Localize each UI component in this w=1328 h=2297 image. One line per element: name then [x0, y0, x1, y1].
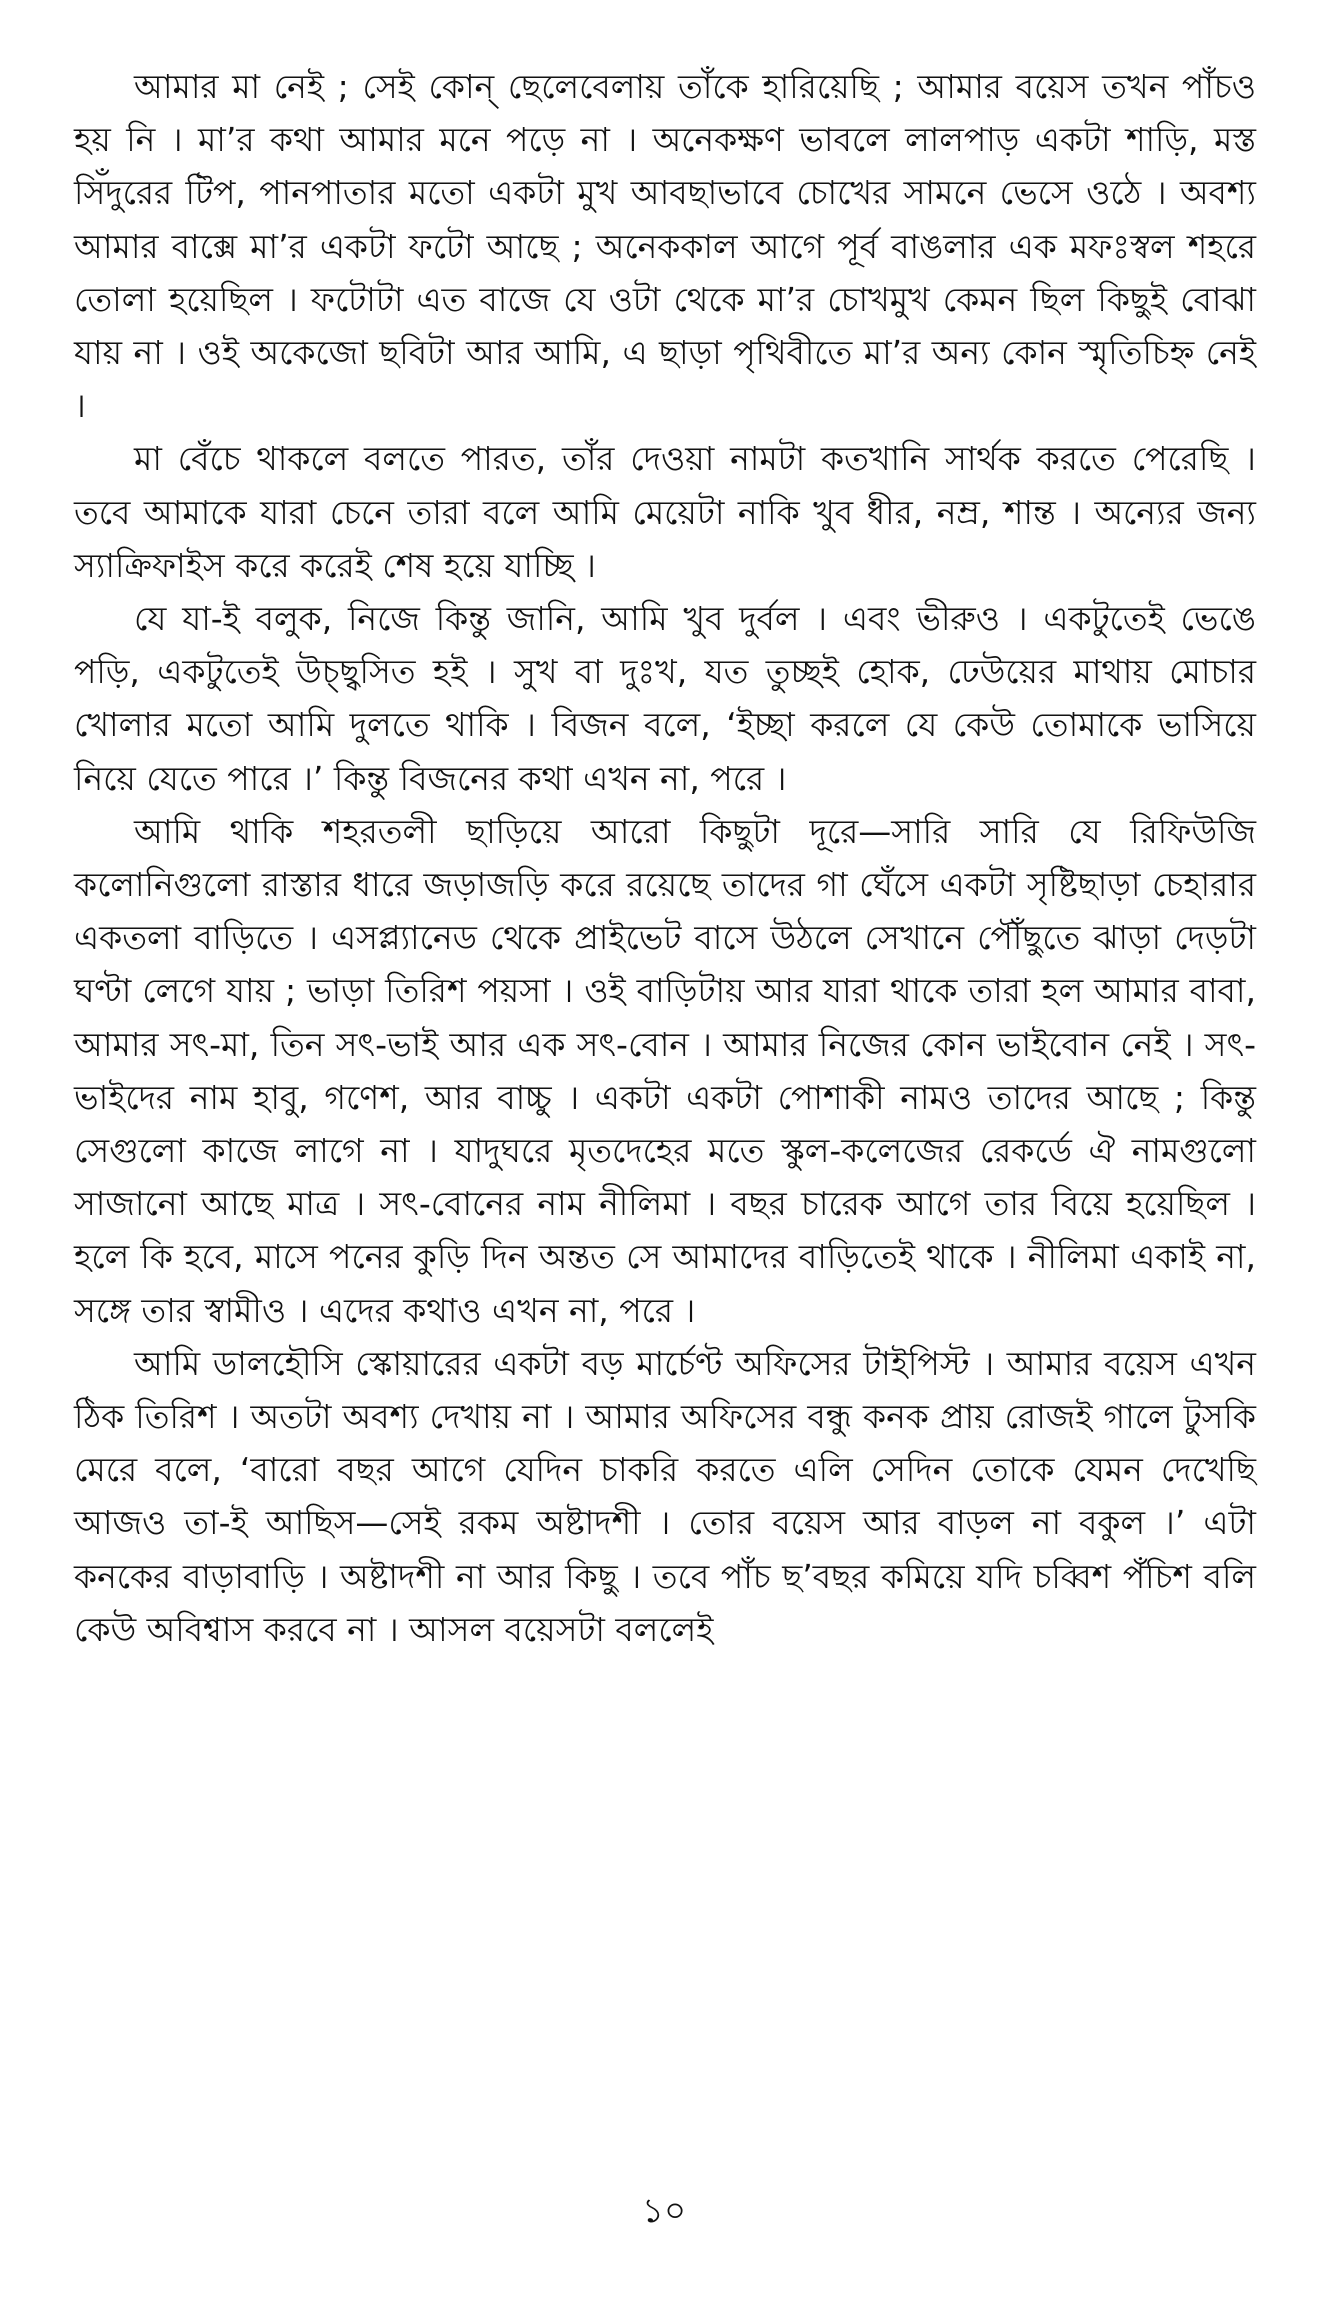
page-body: [74, 60, 1256, 2230]
page-number: ১০: [641, 2191, 687, 2231]
paragraph-5: আমি ডালহৌসি স্কোয়ারের একটা বড় মার্চেণ্ট অফিসের টাইপিস্ট । আমার বয়েস এখন ঠিক তিরিশ । অতটা অবশ্য দেখায় না । আমার অফিসের বন্ধু কনক প্রায় রোজই গালে টুসকি মেরে বলে, ‘বারো বছর আগে যেদিন চাকরি করতে এলি সেদিন তোকে যেমন দেখেছি আজও তা-ই আছিস—সেই রকম অষ্টাদশী । তোর বয়েস আর বাড়ল না বকুল ।’ এটা কনকের বাড়াবাড়ি । অষ্টাদশী না আর কিছু । তবে পাঁচ ছ’বছর কমিয়ে যদি চব্বিশ পঁচিশ বলি কেউ অবিশ্বাস করবে না । আসল বয়েসটা বললেই: [74, 1343, 1256, 1649]
paragraph-4: আমি থাকি শহরতলী ছাড়িয়ে আরো কিছুটা দূরে—সারি সারি যে রিফিউজি কলোনিগুলো রাস্তার ধারে জড়াজড়ি করে রয়েছে তাদের গা ঘেঁসে একটা সৃষ্টিছাড়া চেহারার একতলা বাড়িতে । এসপ্ল্যানেড থেকে প্রাইভেট বাসে উঠলে সেখানে পৌঁছুতে ঝাড়া দেড়টা ঘণ্টা লেগে যায় ; ভাড়া তিরিশ পয়সা । ওই বাড়িটায় আর যারা থাকে তারা হল আমার বাবা, আমার সৎ-মা, তিন সৎ-ভাই আর এক সৎ-বোন । আমার নিজের কোন ভাইবোন নেই । সৎ-ভাইদের নাম হাবু, গণেশ, আর বাচ্চু । একটা একটা পোশাকী নামও তাদের আছে ; কিন্তু সেগুলো কাজে লাগে না । যাদুঘরে মৃতদেহের মতে স্কুল-কলেজের রেকর্ডে ঐ নামগুলো সাজানো আছে মাত্র । সৎ-বোনের নাম নীলিমা । বছর চারেক আগে তার বিয়ে হয়েছিল । হলে কি হবে, মাসে পনের কুড়ি দিন অন্তত সে আমাদের বাড়িতেই থাকে । নীলিমা একাই না, সঙ্গে তার স্বামীও । এদের কথাও এখন না, পরে ।: [74, 811, 1256, 1330]
paragraph-3: যে যা-ই বলুক, নিজে কিন্তু জানি, আমি খুব দুর্বল । এবং ভীরুও । একটুতেই ভেঙে পড়ি, একটুতেই উচ্ছ্বসিত হই । সুখ বা দুঃখ, যত তুচ্ছই হোক, ঢেউয়ের মাথায় মোচার খোলার মতো আমি দুলতে থাকি । বিজন বলে, ‘ইচ্ছা করলে যে কেউ তোমাকে ভাসিয়ে নিয়ে যেতে পারে ।’ কিন্তু বিজনের কথা এখন না, পরে ।: [74, 599, 1256, 798]
paragraph-2: মা বেঁচে থাকলে বলতে পারত, তাঁর দেওয়া নামটা কতখানি সার্থক করতে পেরেছি । তবে আমাকে যারা চেনে তারা বলে আমি মেয়েটা নাকি খুব ধীর, নম্র, শান্ত । অন্যের জন্য স্যাক্রিফাইস করে করেই শেষ হয়ে যাচ্ছি ।: [74, 439, 1256, 585]
paragraph-1: আমার মা নেই ; সেই কোন্ ছেলেবেলায় তাঁকে হারিয়েছি ; আমার বয়েস তখন পাঁচও হয় নি । মা’র কথা আমার মনে পড়ে না । অনেকক্ষণ ভাবলে লালপাড় একটা শাড়ি, মস্ত সিঁদুরের টিপ, পানপাতার মতো একটা মুখ আবছাভাবে চোখের সামনে ভেসে ওঠে । অবশ্য আমার বাক্সে মা’র একটা ফটো আছে ; অনেককাল আগে পূর্ব বাঙলার এক মফঃস্বল শহরে তোলা হয়েছিল । ফটোটা এত বাজে যে ওটা থেকে মা’র চোখমুখ কেমন ছিল কিছুই বোঝা যায় না । ওই অকেজো ছবিটা আর আমি, এ ছাড়া পৃথিবীতে মা’র অন্য কোন স্মৃতিচিহ্ন নেই ।: [74, 67, 1256, 426]
